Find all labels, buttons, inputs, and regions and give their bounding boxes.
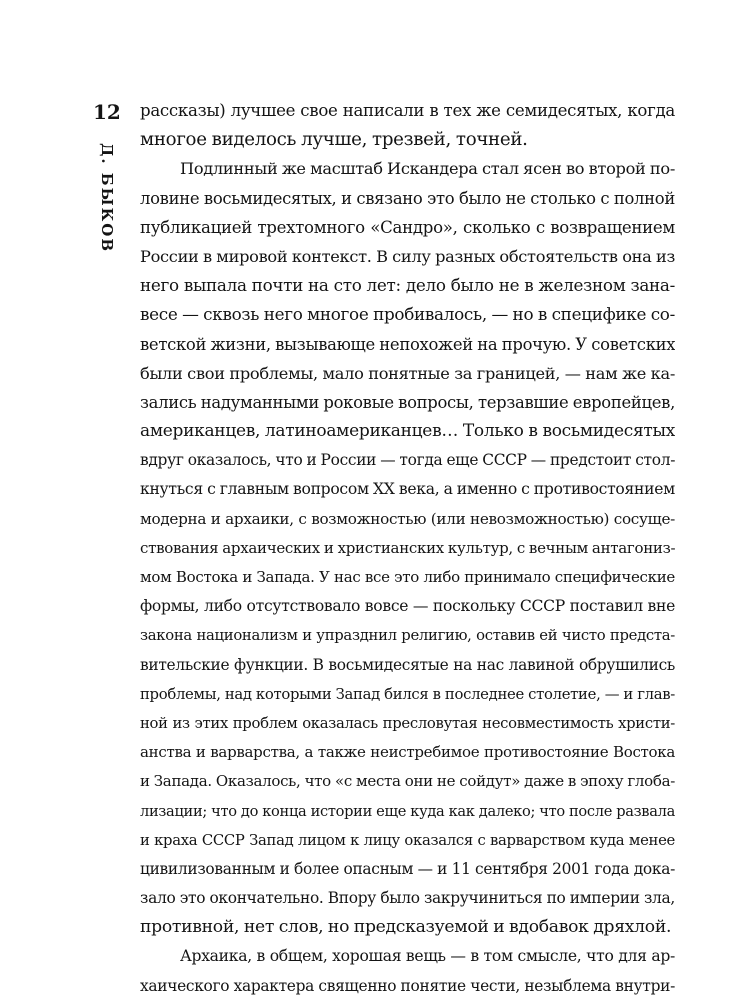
text-line: и краха СССР Запад лицом к лицу оказался с варварством куда менее xyxy=(140,831,675,849)
text-line: ной из этих проблем оказалась пресловутая несовместимость христи- xyxy=(140,714,675,732)
text-line: зались надуманными роковые вопросы, терзавшие европейцев, xyxy=(140,392,675,412)
text-line: многое виделось лучше, трезвей, точней. xyxy=(140,129,528,151)
page-number: 12 xyxy=(93,100,121,124)
text-line: американцев, латиноамериканцев… Только в восьмидесятых xyxy=(140,421,675,442)
text-line: весе — сквозь него многое пробивалось, — но в специфике со- xyxy=(140,304,675,325)
text-line: вдруг оказалось, что и России — тогда еще СССР — предстоит стол- xyxy=(140,451,675,470)
text-line: модерна и архаики, с возможностью (или невозможностью) сосуще- xyxy=(140,509,675,528)
text-line: зало это окончательно. Впору было закручиниться по империи зла, xyxy=(140,889,675,908)
text-line: были свои проблемы, мало понятные за границей, — нам же ка- xyxy=(140,363,675,383)
text-line: ловине восьмидесятых, и связано это было не столько с полной xyxy=(140,188,675,208)
text-line: анства и варварства, а также неистребимое противостояние Востока xyxy=(140,743,675,762)
text-line: него выпала почти на сто лет: дело было не в железном зана- xyxy=(140,275,675,296)
text-line: противной, нет слов, но предсказуемой и вдобавок дряхлой. xyxy=(140,917,672,938)
text-line: России в мировой контекст. В силу разных обстоятельств она из xyxy=(140,246,675,266)
text-line: Архаика, в общем, хорошая вещь — в том смысле, что для ар- xyxy=(180,947,675,966)
text-line: публикацией трехтомного «Сандро», сколько с возвращением xyxy=(140,217,675,237)
text-line: цивилизованным и более опасным — и 11 сентября 2001 года дока- xyxy=(140,859,675,878)
text-line: ветской жизни, вызывающе непохожей на прочую. У советских xyxy=(140,334,675,354)
text-line: и Запада. Оказалось, что «с места они не сойдут» даже в эпоху глоба- xyxy=(140,772,675,791)
text-line: закона национализм и упразднил религию, оставив ей чисто предста- xyxy=(140,627,675,645)
text-line: кнуться с главным вопросом XX века, а именно с противостоянием xyxy=(140,480,675,499)
text-line: мом Востока и Запада. У нас все это либо принимало специфические xyxy=(140,568,675,586)
text-line: лизации; что до конца истории еще куда как далеко; что после развала xyxy=(140,802,675,820)
text-line: рассказы) лучшее свое написали в тех же семидесятых, когда xyxy=(140,101,675,120)
text-line: ствования архаических и христианских культур, с вечным антагониз- xyxy=(140,538,675,557)
text-line: вительские функции. В восьмидесятые на нас лавиной обрушились xyxy=(140,655,675,674)
running-head-author: Д. БЫКОВ xyxy=(98,143,116,254)
text-line: Подлинный же масштаб Искандера стал ясен во второй по- xyxy=(180,159,675,179)
text-line: формы, либо отсутствовало вовсе — поскольку СССР поставил вне xyxy=(140,597,675,616)
body-text xyxy=(140,96,675,1001)
text-line: хаического характера священно понятие чести, незыблема внутри- xyxy=(140,976,675,995)
text-line: проблемы, над которыми Запад бился в последнее столетие, — и глав- xyxy=(140,685,675,703)
